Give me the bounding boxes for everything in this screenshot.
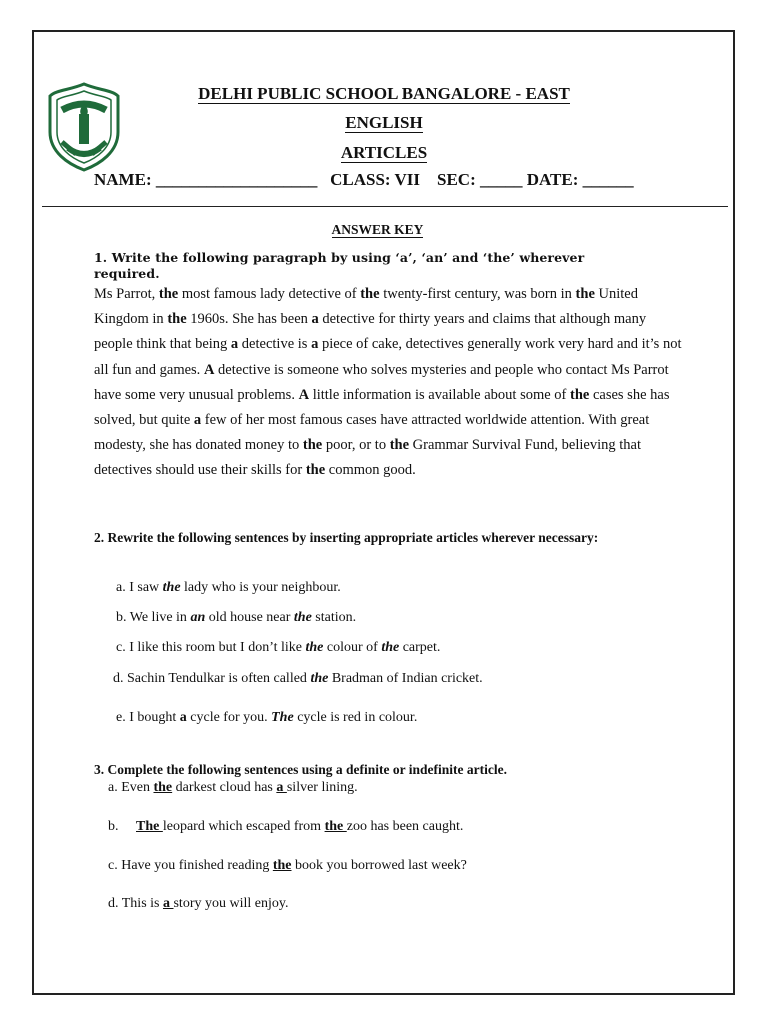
sentence-text: lady who is your neighbour. bbox=[180, 580, 341, 595]
paragraph-article: a bbox=[311, 311, 319, 328]
sentence-text: silver lining. bbox=[286, 780, 358, 795]
sentence-article: the bbox=[153, 780, 173, 795]
paragraph-text: cases she has solved, but quite bbox=[94, 386, 670, 429]
paragraph-article: the bbox=[167, 311, 187, 328]
paragraph-article: a bbox=[311, 336, 319, 353]
paragraph-text: detective is bbox=[238, 336, 312, 353]
paragraph-article: the bbox=[158, 286, 179, 302]
sentence-text: colour of bbox=[323, 640, 382, 655]
sentence-text: c. I like this room but I don’t like bbox=[116, 640, 306, 655]
question-2-item bbox=[116, 640, 440, 656]
sentence-article: a bbox=[162, 896, 174, 911]
paragraph-article: the bbox=[575, 286, 595, 302]
sentence-text: c. Have you finished reading bbox=[108, 858, 273, 873]
paragraph-text: little information is available about some of bbox=[309, 386, 570, 403]
question-3-item bbox=[108, 896, 288, 912]
question-3-prompt: 3. Complete the following sentences using a definite or indefinite article. bbox=[94, 762, 507, 777]
question-2-item bbox=[116, 710, 417, 726]
question-3-item bbox=[108, 780, 358, 796]
sentence-article: a bbox=[276, 780, 287, 795]
paragraph-text: poor, or to bbox=[322, 437, 390, 454]
sentence-article: the bbox=[310, 671, 329, 686]
question-2-prompt: 2. Rewrite the following sentences by inserting appropriate articles wherever necessary: bbox=[94, 530, 599, 545]
question-2-item bbox=[116, 610, 356, 626]
sentence-text: leopard which escaped from bbox=[162, 819, 325, 834]
sentence-text: b. bbox=[108, 819, 136, 834]
sentence-text: station. bbox=[311, 610, 357, 625]
paragraph-text: piece of cake, detectives generally work very hard and it’s not all fun and games. bbox=[94, 336, 682, 378]
sentence-article: the bbox=[272, 858, 292, 873]
paragraph-text: Grammar Survival Fund, believing that detectives should use their skills for bbox=[94, 437, 642, 479]
sentence-text: story you will enjoy. bbox=[173, 896, 289, 911]
paragraph-article: a bbox=[193, 412, 202, 429]
question-1-prompt: 1. Write the following paragraph by using ‘a’, ‘an’ and ‘the’ wherever required. bbox=[94, 250, 585, 281]
paragraph-article: the bbox=[570, 386, 590, 403]
school-name: DELHI PUBLIC SCHOOL BANGALORE - EAST bbox=[198, 84, 570, 103]
sentence-text: a. I saw bbox=[116, 580, 163, 595]
sentence-text: darkest cloud has bbox=[172, 780, 277, 795]
sentence-text: carpet. bbox=[399, 640, 441, 655]
paragraph-text: common good. bbox=[325, 462, 416, 479]
question-1-paragraph bbox=[94, 282, 684, 484]
sentence-text: cycle is red in colour. bbox=[293, 710, 418, 725]
subject-title: ENGLISH bbox=[345, 113, 423, 132]
question-2-item bbox=[116, 580, 341, 596]
paragraph-text: 1960s. She has been bbox=[186, 311, 312, 328]
sentence-article: the bbox=[305, 640, 324, 655]
student-details-line: NAME: ___________________ CLASS: VII SEC: _____ DATE: ______ bbox=[94, 170, 634, 189]
question-3-item bbox=[108, 858, 467, 874]
sentence-text: book you borrowed last week? bbox=[291, 858, 467, 873]
question-2-item bbox=[113, 671, 483, 687]
sentence-text: old house near bbox=[205, 610, 294, 625]
paragraph-text: few of her most famous cases have attracted worldwide attention. With great modesty, she has donated money to bbox=[94, 412, 650, 454]
sentence-article: The bbox=[271, 710, 294, 725]
sentence-text: cycle for you. bbox=[186, 710, 272, 725]
sentence-text: e. I bought bbox=[116, 710, 180, 725]
sentence-text: Bradman of Indian cricket. bbox=[328, 671, 483, 686]
paragraph-article: A bbox=[203, 361, 215, 378]
sentence-article: the bbox=[293, 610, 312, 625]
paragraph-text: detective for thirty years and claims that although many people think that being bbox=[94, 311, 647, 353]
paragraph-article: a bbox=[230, 336, 239, 353]
paragraph-article: A bbox=[298, 386, 310, 403]
paragraph-text: United Kingdom in bbox=[94, 286, 638, 328]
sentence-text: zoo has been caught. bbox=[346, 819, 464, 834]
sentence-text: d. Sachin Tendulkar is often called bbox=[113, 671, 311, 686]
sentence-article: the bbox=[381, 640, 400, 655]
paragraph-text: most famous lady detective of bbox=[178, 286, 361, 302]
sentence-article: the bbox=[162, 580, 181, 595]
paragraph-article: the bbox=[389, 437, 410, 454]
sentence-text: a. Even bbox=[108, 780, 154, 795]
header-divider bbox=[42, 206, 728, 207]
sentence-text: b. We live in bbox=[116, 610, 191, 625]
paragraph-article: the bbox=[302, 437, 323, 454]
answer-key-heading: ANSWER KEY bbox=[331, 222, 424, 237]
paragraph-article: the bbox=[305, 462, 326, 479]
sentence-article: The bbox=[136, 819, 163, 834]
question-3-item bbox=[108, 819, 463, 835]
paragraph-text: Ms Parrot, bbox=[94, 286, 159, 302]
sentence-text: d. This is bbox=[108, 896, 163, 911]
sentence-article: an bbox=[190, 610, 206, 625]
topic-title: ARTICLES bbox=[340, 143, 428, 162]
paragraph-text: twenty-first century, was born in bbox=[379, 286, 576, 302]
paragraph-text: detective is someone who solves mysteries and people who contact Ms Parrot have some very unusual problems. bbox=[94, 361, 669, 403]
sentence-article: a bbox=[179, 710, 187, 725]
paragraph-article: the bbox=[360, 286, 380, 302]
sentence-article: the bbox=[324, 819, 347, 834]
